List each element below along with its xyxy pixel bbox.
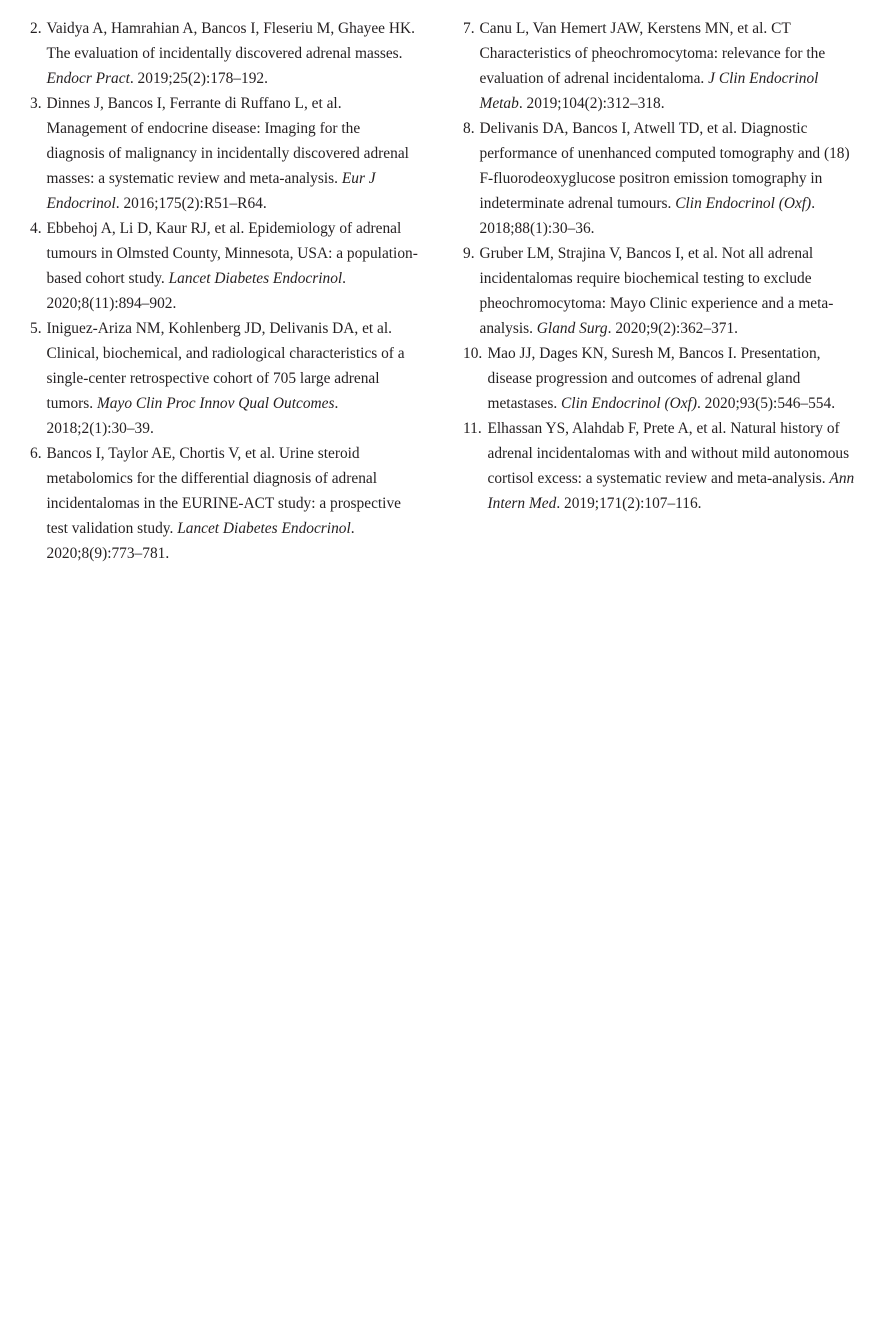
reference-number: 4.	[30, 220, 42, 237]
reference-title: Management of endocrine disease: Imaging for the diagnosis of malignancy in incidentally discovered adrenal masses: a systematic review and meta-analysis.	[46, 120, 409, 187]
reference-authors: Canu L, Van Hemert JAW, Kerstens MN, et al.	[479, 20, 768, 37]
reference-authors: Delivanis DA, Bancos I, Atwell TD, et al.	[479, 120, 737, 137]
reference-number: 8.	[463, 120, 475, 137]
reference-title: Urine steroid metabolomics for the differential diagnosis of adrenal incidentalomas in the EURINE-ACT study: a prospective test validation study.	[46, 445, 401, 537]
reference-journal: Ann Intern Med	[487, 470, 855, 512]
reference-journal: Lancet Diabetes Endocrinol	[168, 270, 343, 287]
reference-title: The evaluation of incidentally discovered adrenal masses.	[46, 45, 403, 62]
reference-journal: Clin Endocrinol (Oxf)	[561, 395, 697, 412]
reference-item	[463, 241, 855, 341]
reference-number: 7.	[463, 20, 475, 37]
reference-citation: . 2020;9(2):362–371.	[607, 320, 739, 337]
reference-title: Clinical, biochemical, and radiological characteristics of a single-center retrospective cohort of 705 large adrenal tumors.	[46, 345, 405, 412]
reference-citation: . 2020;93(5):546–554.	[696, 395, 836, 412]
reference-citation: . 2018;2(1):30–39.	[46, 395, 339, 437]
references-column-right	[463, 16, 855, 516]
reference-citation: . 2016;175(2):R51–R64.	[115, 195, 267, 212]
reference-journal: Endocr Pract	[46, 70, 130, 87]
reference-number: 10.	[463, 345, 483, 362]
reference-journal: Eur J Endocrinol	[46, 170, 376, 212]
reference-journal: Lancet Diabetes Endocrinol	[177, 520, 351, 537]
reference-citation: . 2019;171(2):107–116.	[556, 495, 702, 512]
reference-title: Not all adrenal incidentalomas require biochemical testing to exclude pheochromocytoma: Mayo Clinic experience and a meta-analysis.	[479, 245, 834, 337]
reference-journal: Gland Surg	[536, 320, 608, 337]
reference-citation: . 2019;25(2):178–192.	[129, 70, 268, 87]
reference-number: 3.	[30, 95, 42, 112]
reference-title: Natural history of adrenal incidentalomas with and without mild autonomous cortisol excess: a systematic review and meta-analysis.	[487, 420, 850, 487]
reference-authors: Gruber LM, Strajina V, Bancos I, et al.	[479, 245, 718, 262]
reference-number: 9.	[463, 245, 475, 262]
reference-title: Presentation, disease progression and outcomes of adrenal gland metastases.	[487, 345, 821, 412]
reference-authors: Mao JJ, Dages KN, Suresh M, Bancos I.	[487, 345, 737, 362]
reference-number: 2.	[30, 20, 42, 37]
reference-journal: Mayo Clin Proc Innov Qual Outcomes	[96, 395, 335, 412]
reference-journal: Clin Endocrinol (Oxf)	[675, 195, 812, 212]
reference-item	[30, 16, 422, 91]
reference-number: 11.	[463, 420, 482, 437]
reference-title: CT Characteristics of pheochromocytoma: relevance for the evaluation of adrenal incidentaloma.	[479, 20, 826, 87]
reference-citation: . 2019;104(2):312–318.	[518, 95, 665, 112]
reference-citation: . 2018;88(1):30–36.	[479, 195, 816, 237]
reference-authors: Iniguez-Ariza NM, Kohlenberg JD, Delivanis DA, et al.	[46, 320, 392, 337]
reference-citation: . 2020;8(11):894–902.	[46, 270, 347, 312]
reference-citation: . 2020;8(9):773–781.	[46, 520, 355, 562]
reference-item	[30, 216, 422, 316]
reference-authors: Dinnes J, Bancos I, Ferrante di Ruffano L, et al.	[46, 95, 342, 112]
reference-item	[463, 116, 855, 241]
reference-item	[30, 441, 422, 566]
reference-title: Epidemiology of adrenal tumours in Olmsted County, Minnesota, USA: a population-based cohort study.	[46, 220, 418, 287]
reference-item	[30, 91, 422, 216]
reference-authors: Ebbehoj A, Li D, Kaur RJ, et al.	[46, 220, 245, 237]
reference-authors: Vaidya A, Hamrahian A, Bancos I, Fleseriu M, Ghayee HK.	[46, 20, 415, 37]
reference-item	[463, 341, 855, 416]
reference-journal: J Clin Endocrinol Metab	[479, 70, 819, 112]
reference-title: Diagnostic performance of unenhanced computed tomography and (18) F-fluorodeoxyglucose positron emission tomography in indeterminate adrenal tumours.	[479, 120, 850, 212]
reference-number: 6.	[30, 445, 42, 462]
reference-item	[463, 416, 855, 516]
reference-authors: Bancos I, Taylor AE, Chortis V, et al.	[46, 445, 275, 462]
reference-authors: Elhassan YS, Alahdab F, Prete A, et al.	[487, 420, 727, 437]
reference-item	[463, 16, 855, 116]
references-column-left	[30, 16, 422, 566]
reference-item	[30, 316, 422, 441]
reference-number: 5.	[30, 320, 42, 337]
